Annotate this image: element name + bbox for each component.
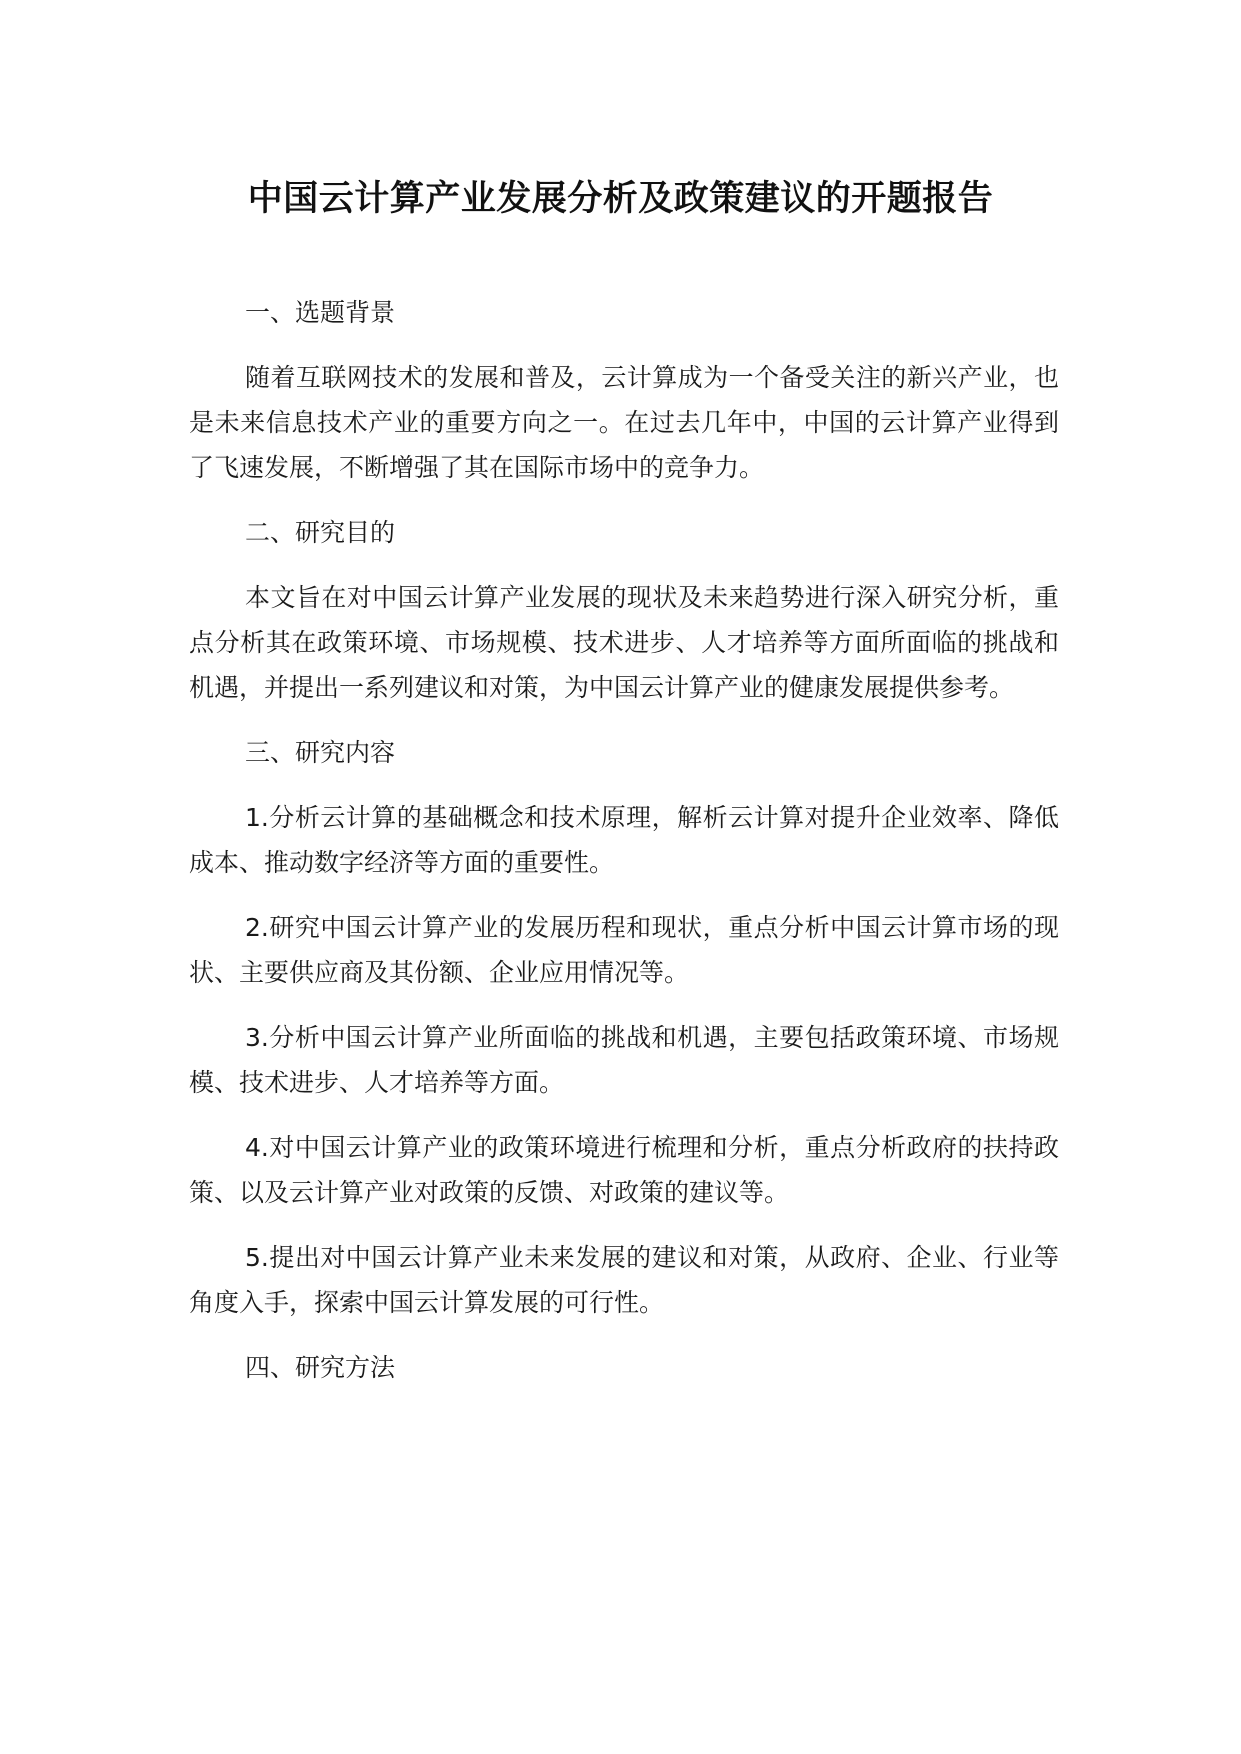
list-item: 2.研究中国云计算产业的发展历程和现状，重点分析中国云计算市场的现状、主要供应商及其份额、企业应用情况等。 [189, 913, 1059, 987]
paragraph: 本文旨在对中国云计算产业发展的现状及未来趋势进行深入研究分析，重点分析其在政策环境、市场规模、技术进步、人才培养等方面所面临的挑战和机遇，并提出一系列建议和对策，为中国云计算产业的健康发展提供参考。 [189, 583, 1059, 702]
section-heading: 三、研究内容 [245, 738, 396, 767]
list-item: 4.对中国云计算产业的政策环境进行梳理和分析，重点分析政府的扶持政策、以及云计算产业对政策的反馈、对政策的建议等。 [189, 1133, 1059, 1207]
list-item: 3.分析中国云计算产业所面临的挑战和机遇，主要包括政策环境、市场规模、技术进步、人才培养等方面。 [189, 1023, 1059, 1097]
section-heading: 一、选题背景 [245, 298, 396, 327]
section-heading: 二、研究目的 [245, 518, 396, 547]
list-item: 1.分析云计算的基础概念和技术原理，解析云计算对提升企业效率、降低成本、推动数字经济等方面的重要性。 [189, 803, 1059, 877]
section-background [189, 290, 1059, 490]
section-content [189, 730, 1059, 1325]
section-purpose [189, 510, 1059, 710]
document-body [189, 290, 1059, 1410]
section-heading: 四、研究方法 [245, 1353, 396, 1382]
list-item: 5.提出对中国云计算产业未来发展的建议和对策，从政府、企业、行业等角度入手，探索中国云计算发展的可行性。 [189, 1243, 1059, 1317]
paragraph: 随着互联网技术的发展和普及，云计算成为一个备受关注的新兴产业，也是未来信息技术产业的重要方向之一。在过去几年中，中国的云计算产业得到了飞速发展，不断增强了其在国际市场中的竞争力。 [189, 363, 1059, 482]
document-title: 中国云计算产业发展分析及政策建议的开题报告 [247, 179, 994, 219]
section-method [189, 1345, 1059, 1390]
